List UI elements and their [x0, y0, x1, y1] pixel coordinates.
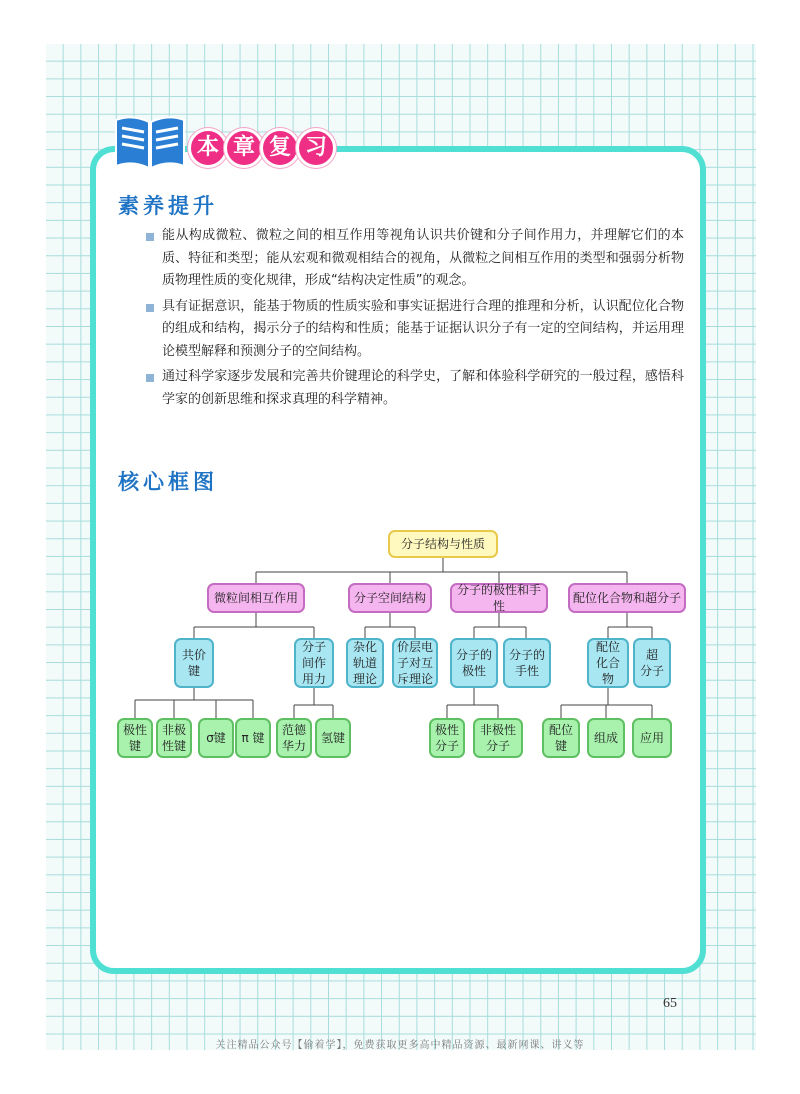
- node-nonpolar-bond: 非极 性键: [156, 718, 192, 758]
- node-hydrogen-bond: 氢键: [315, 718, 351, 758]
- open-book-icon: [112, 112, 188, 172]
- node-coordination-compound: 配位 化合 物: [587, 638, 629, 688]
- node-polarity-chirality: 分子的极性和手性: [450, 583, 548, 613]
- node-particle-interactions: 微粒间相互作用: [207, 583, 305, 613]
- square-bullet-icon: [146, 233, 154, 241]
- node-molecular-polarity: 分子的 极性: [450, 638, 498, 688]
- node-intermolecular-force: 分子 间作 用力: [294, 638, 334, 688]
- literacy-bullet: [146, 366, 684, 411]
- node-pi-bond: π 键: [235, 718, 271, 758]
- node-composition: 组成: [587, 718, 625, 758]
- node-nonpolar-molecule: 非极性 分子: [473, 718, 523, 758]
- literacy-bullet: [146, 225, 684, 293]
- square-bullet-icon: [146, 304, 154, 312]
- node-covalent-bond: 共价 键: [174, 638, 214, 688]
- node-vsepr-theory: 价层电 子对互 斥理论: [392, 638, 438, 688]
- node-molecular-chirality: 分子的 手性: [503, 638, 551, 688]
- chapter-review-char-3: 复: [260, 128, 300, 168]
- node-molecular-structure-properties: 分子结构与性质: [388, 530, 498, 558]
- node-polar-bond: 极性 键: [117, 718, 153, 758]
- literacy-bullet-list: [146, 225, 684, 414]
- framework-heading: 核心框图: [118, 470, 218, 494]
- literacy-heading: 素养提升: [118, 194, 218, 218]
- footer-note: 关注精品公众号【偷着学】，免费获取更多高中精品资源、最新网课、讲义等: [215, 1040, 585, 1051]
- node-spatial-structure: 分子空间结构: [348, 583, 432, 613]
- bullet-text: 具有证据意识，能基于物质的性质实验和事实证据进行合理的推理和分析，认识配位化合物的组成和结构，揭示分子的结构和性质；能基于证据认识分子有一定的空间结构，并运用理论模型解释和预测分子的空间结构。: [162, 298, 684, 359]
- chapter-review-char-4: 习: [296, 128, 336, 168]
- node-van-der-waals: 范德 华力: [276, 718, 312, 758]
- node-supramolecule: 超 分子: [633, 638, 671, 688]
- square-bullet-icon: [146, 374, 154, 382]
- node-polar-molecule: 极性 分子: [429, 718, 465, 758]
- literacy-bullet: [146, 296, 684, 364]
- page-number: 65: [663, 996, 677, 1011]
- chapter-review-char-2: 章: [224, 128, 264, 168]
- node-sigma-bond: σ键: [198, 718, 234, 758]
- chapter-review-char-1: 本: [188, 128, 228, 168]
- bullet-text: 能从构成微粒、微粒之间的相互作用等视角认识共价键和分子间作用力，并理解它们的本质、特征和类型；能从宏观和微观相结合的视角，从微粒之间相互作用的类型和强弱分析物质物理性质的变化规律，形成“结构决定性质”的观念。: [162, 228, 684, 288]
- bullet-text: 通过科学家逐步发展和完善共价键理论的科学史，了解和体验科学研究的一般过程，感悟科学家的创新思维和探求真理的科学精神。: [162, 369, 684, 407]
- node-coordinate-bond: 配位 键: [542, 718, 580, 758]
- node-coordination-supramolecular: 配位化合物和超分子: [568, 583, 686, 613]
- node-hybrid-orbital-theory: 杂化 轨道 理论: [346, 638, 384, 688]
- node-application: 应用: [632, 718, 672, 758]
